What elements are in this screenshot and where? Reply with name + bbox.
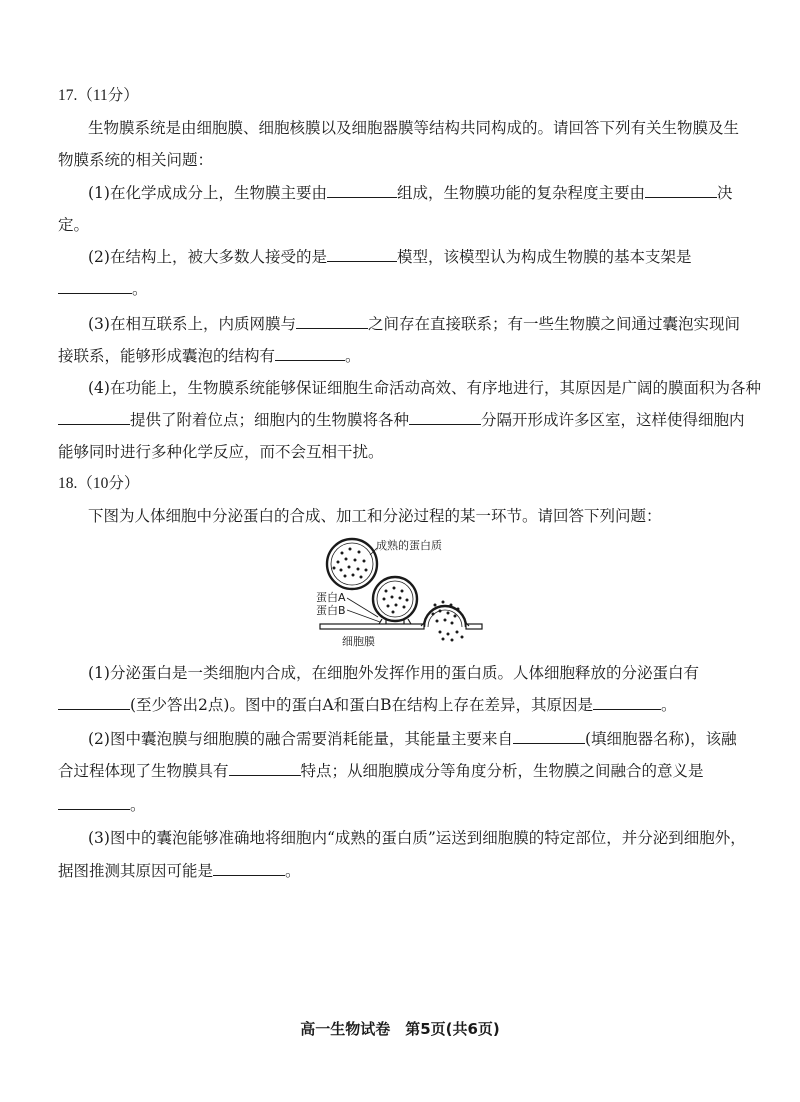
q18-part2-line2 [58,761,704,781]
q18-p2-text-c: 合过程体现了生物膜具有 [58,762,229,780]
q18-p2-end: 。 [130,796,146,814]
secretion-figure [312,535,492,650]
q17-p1-text-b: 组成，生物膜功能的复杂程度主要由 [396,184,645,202]
q17-part3-line2 [58,346,361,366]
answer-blank[interactable] [327,247,397,262]
q17-part1-line1 [88,183,733,203]
q18-part2-line3 [58,795,146,815]
q18-p2-text-d: 特点；从细胞膜成分等角度分析，生物膜之间融合的意义是 [300,762,704,780]
answer-blank[interactable] [645,183,717,198]
q17-p3-text-b: 之间存在直接联系；有一些生物膜之间通过囊泡实现间 [367,315,740,333]
q17-intro-line1: 生物膜系统是由细胞膜、细胞核膜以及细胞器膜等结构共同构成的。请回答下列有关生物膜及生 [88,119,740,137]
q18-p1-end: 。 [661,696,677,714]
vesicle-large [327,539,377,589]
answer-blank[interactable] [58,279,132,294]
page-footer: 高一生物试卷 第5页(共6页) [300,1020,500,1038]
q18-part3-line2 [58,861,301,881]
answer-blank[interactable] [58,410,130,425]
q18-header: 18.（10分） [58,475,140,492]
q17-part4-line2 [58,410,745,430]
q17-p1-text-a: (1)在化学成成分上，生物膜主要由 [88,184,327,202]
cell-membrane [320,624,424,629]
q18-p2-text-a: (2)图中囊泡膜与细胞膜的融合需要消耗能量，其能量主要来自 [88,730,513,748]
q17-part1-line2: 定。 [58,216,90,234]
q17-p3-end: 。 [345,347,361,365]
q18-intro: 下图为人体细胞中分泌蛋白的合成、加工和分泌过程的某一环节。请回答下列问题： [88,507,662,525]
q18-p1-text-b: (至少答出2点)。图中的蛋白A和蛋白B在结构上存在差异，其原因是 [130,696,594,714]
q17-part2-line2 [58,279,148,299]
q18-part3-line1: (3)图中的囊泡能够准确地将细胞内“成熟的蛋白质”运送到细胞膜的特定部位，并分泌到细胞外， [88,829,746,847]
q18-part1-line2 [58,695,677,715]
q17-p2-text-a: (2)在结构上，被大多数人接受的是 [88,248,327,266]
q18-p3-text-b: 据图推测其原因可能是 [58,862,214,880]
vesicle-fusing [424,606,466,627]
q17-p4-text-b: 提供了附着位点；细胞内的生物膜将各种 [130,411,410,429]
answer-blank[interactable] [58,695,130,710]
answer-blank[interactable] [213,861,285,876]
answer-blank[interactable] [296,314,368,329]
answer-blank[interactable] [409,410,481,425]
label-cell-membrane: 细胞膜 [342,635,375,648]
label-protein-a: 蛋白A [316,591,346,604]
q18-p3-end: 。 [285,862,301,880]
answer-blank[interactable] [593,695,661,710]
q17-p2-end: 。 [132,280,148,298]
label-mature-protein: 成熟的蛋白质 [376,539,442,552]
q17-part4-line1: (4)在功能上，生物膜系统能够保证细胞生命活动高效、有序地进行，其原因是广阔的膜面积为各种 [88,379,761,397]
q17-part4-line3: 能够同时进行多种化学反应，而不会互相干扰。 [58,443,384,461]
q18-part2-line1 [88,729,737,749]
answer-blank[interactable] [327,183,397,198]
q17-header: 17.（11分） [58,87,139,104]
answer-blank[interactable] [513,729,585,744]
q18-part1-line1: (1)分泌蛋白是一类细胞内合成，在细胞外发挥作用的蛋白质。人体细胞释放的分泌蛋白有 [88,664,699,682]
q17-p2-text-b: 模型，该模型认为构成生物膜的基本支架是 [396,248,692,266]
q17-part3-line1 [88,314,740,334]
vesicle-medium [373,577,417,621]
answer-blank[interactable] [229,761,301,776]
label-protein-b: 蛋白B [316,604,346,617]
q17-p1-text-c: 决 [716,184,733,202]
answer-blank[interactable] [275,346,345,361]
q17-p4-text-c: 分隔开形成许多区室，这样使得细胞内 [481,411,745,429]
protein-dots [333,548,368,579]
q17-intro-line2: 物膜系统的相关问题： [58,151,214,169]
q17-part2-line1 [88,247,691,267]
q17-p3-text-a: (3)在相互联系上，内质网膜与 [88,315,296,333]
answer-blank[interactable] [58,795,130,810]
q18-p2-text-b: (填细胞器名称)，该融 [584,730,737,748]
q17-p3-text-c: 接联系，能够形成囊泡的结构有 [58,347,276,365]
